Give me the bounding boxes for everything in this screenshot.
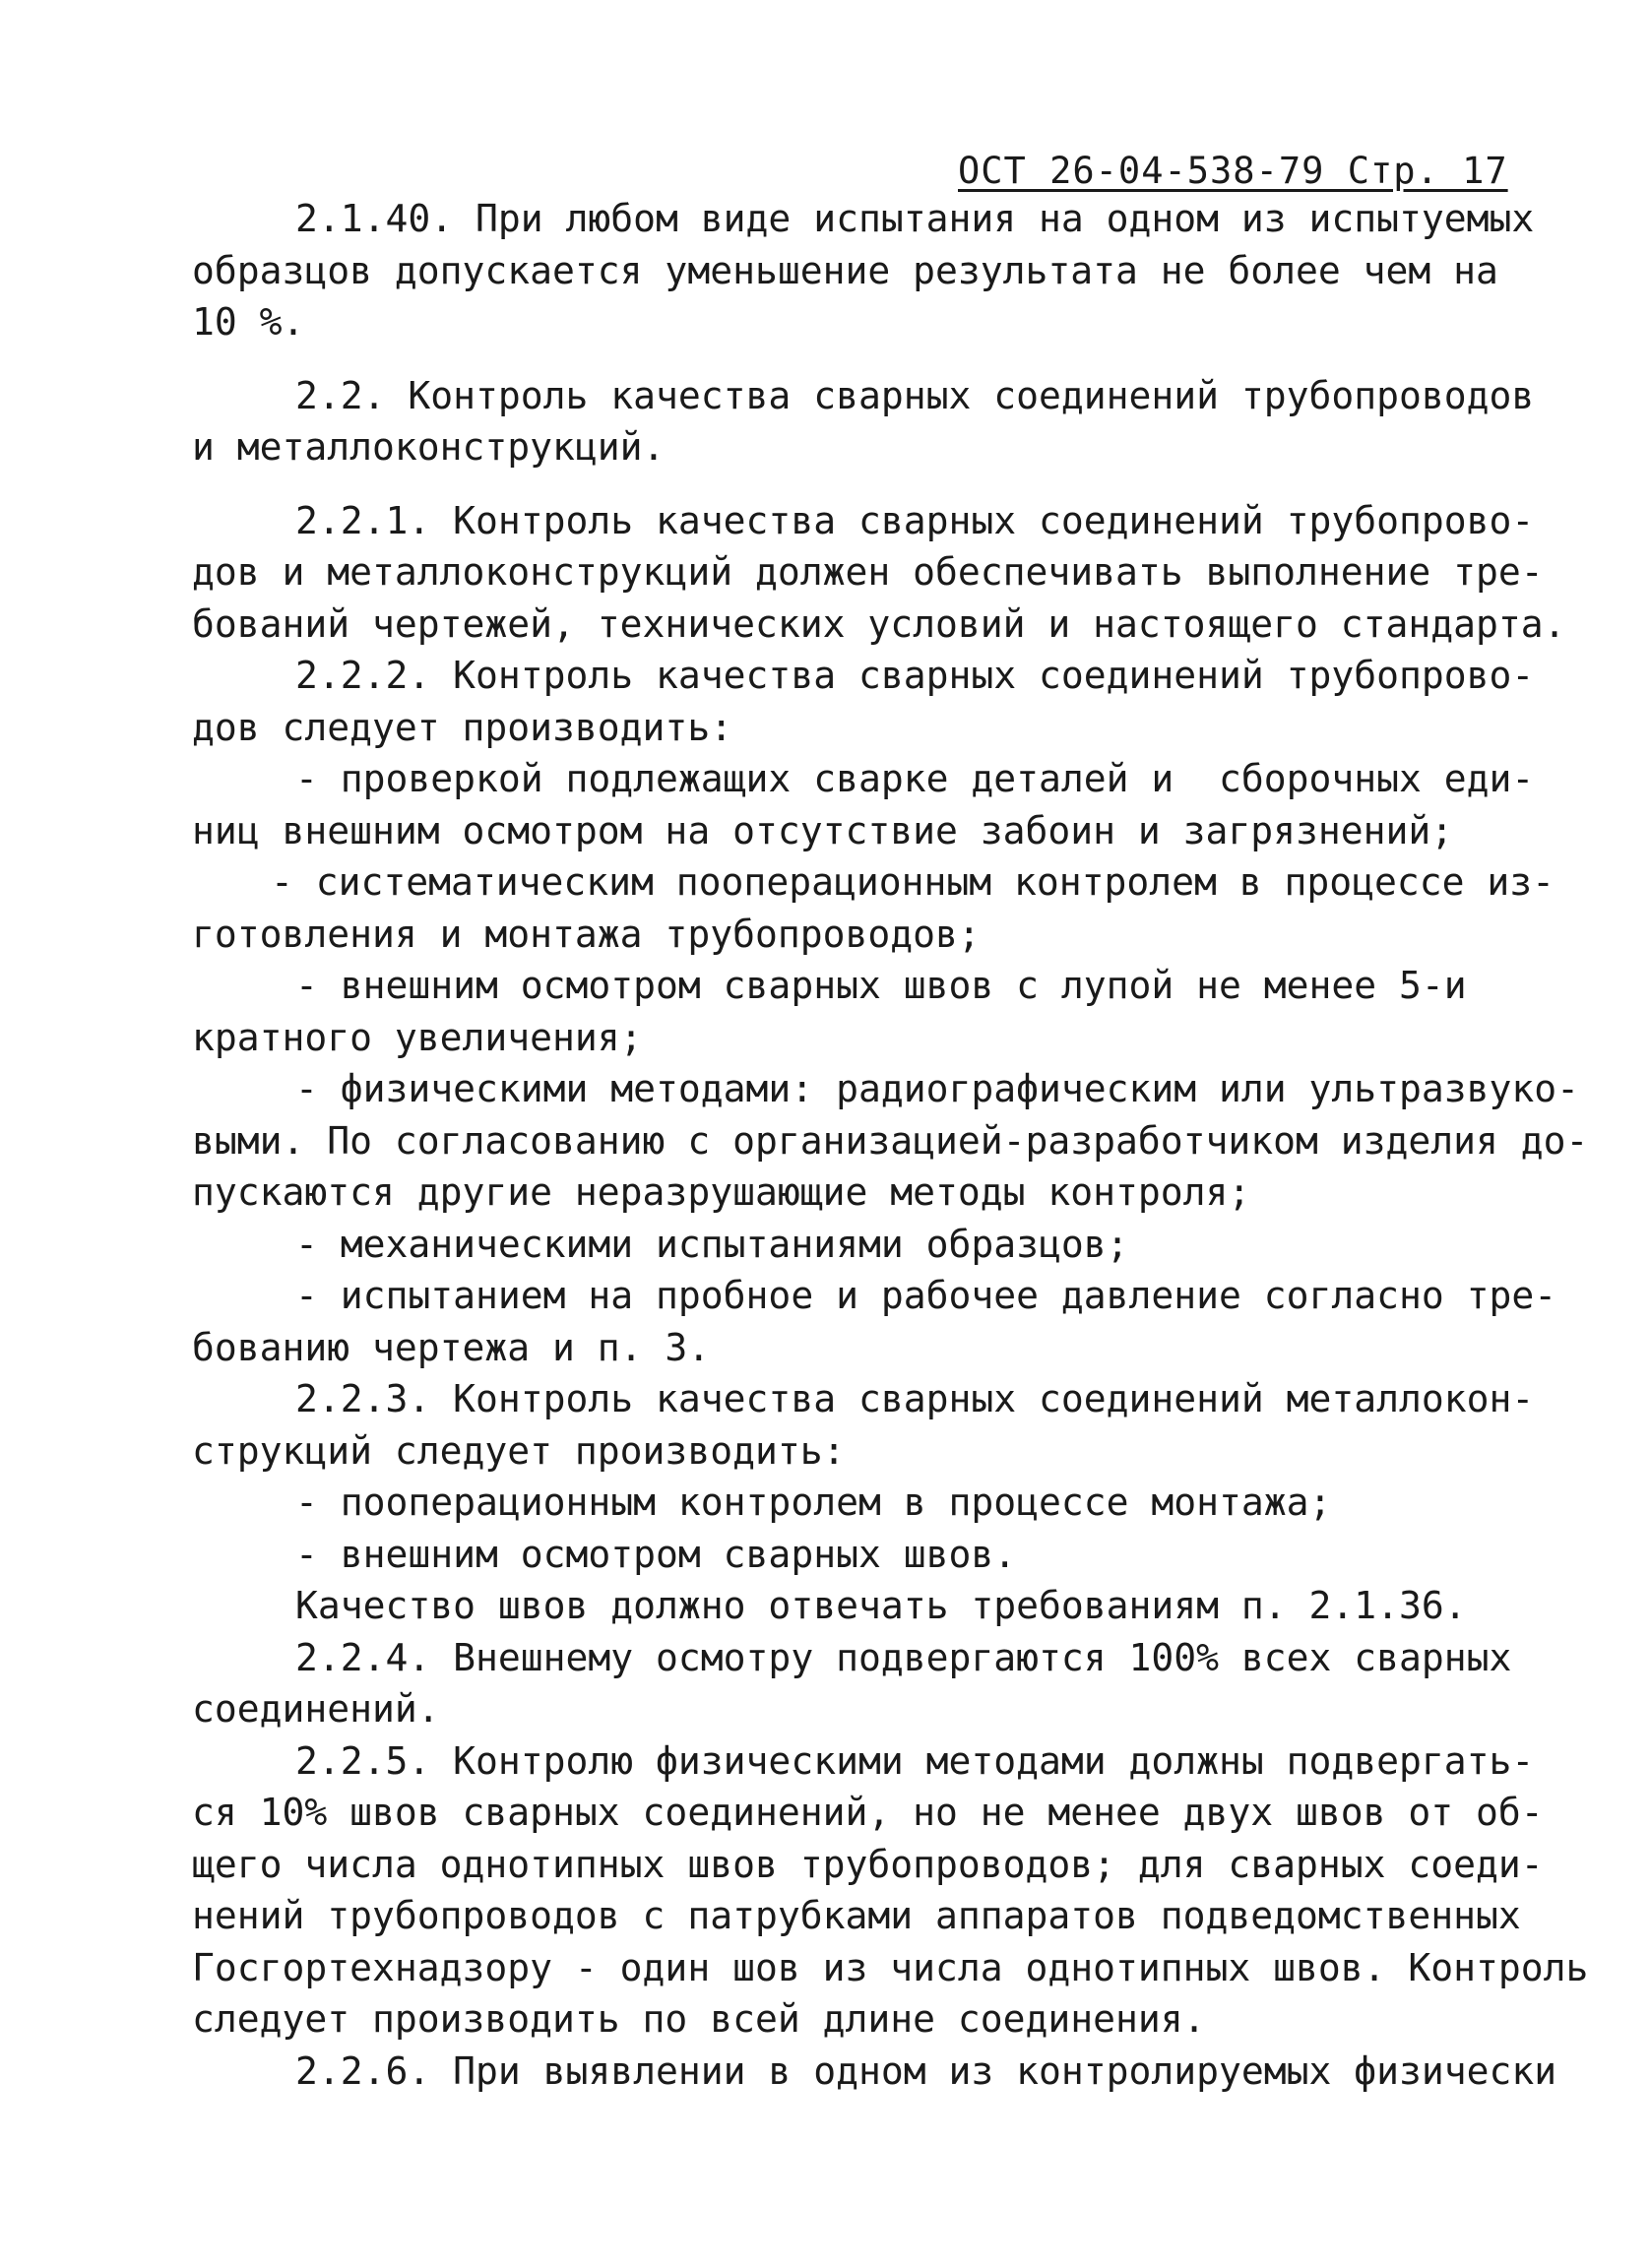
text-line: выми. По согласованию с организацией-разработчиком изделия до- <box>192 1118 1589 1163</box>
text-line: и металлоконструкций. <box>192 425 666 469</box>
text-line: дов и металлоконструкций должен обеспечивать выполнение тре- <box>192 550 1544 594</box>
text-line: струкций следует производить: <box>192 1428 846 1473</box>
text-line: 2.2.4. Внешнему осмотру подвергаются 100% всех сварных <box>295 1635 1512 1679</box>
text-line: Качество швов должно отвечать требованиям п. 2.1.36. <box>295 1584 1467 1627</box>
paragraph-gap <box>192 473 1531 495</box>
text-line: 2.2.2. Контроль качества сварных соединений трубопрово- <box>295 654 1535 697</box>
text-line: пускаются другие неразрушающие методы контроля; <box>192 1170 1251 1214</box>
text-line: - внешним осмотром сварных швов с лупой не менее 5-и <box>295 964 1467 1007</box>
text-line: дов следует производить: <box>192 705 733 749</box>
text-line: ся 10% швов сварных соединений, но не менее двух швов от об- <box>192 1791 1544 1834</box>
text-line: - проверкой подлежащих сварке деталей и сборочных еди- <box>295 757 1535 800</box>
text-line: щего числа однотипных швов трубопроводов; для сварных соеди- <box>192 1842 1544 1886</box>
text-line: нений трубопроводов с патрубками аппаратов подведомственных <box>192 1894 1521 1937</box>
text-line: 2.2.5. Контролю физическими методами должны подвергать- <box>295 1738 1535 1783</box>
text-line: следует производить по всей длине соединения. <box>192 1997 1206 2041</box>
text-line: образцов допускается уменьшение результата не более чем на <box>192 248 1498 292</box>
text-line: бований чертежей, технических условий и настоящего стандарта. <box>192 601 1566 646</box>
document-reference-header: ОСТ 26-04-538-79 Стр. 17 <box>958 150 1508 192</box>
text-line: 2.2.6. При выявлении в одном из контролируемых физически <box>295 2048 1557 2093</box>
text-line: 2.2.1. Контроль качества сварных соединений трубопрово- <box>295 498 1535 542</box>
text-line: 2.2.3. Контроль качества сварных соединений металлокон- <box>295 1377 1535 1420</box>
text-line: 10 %. <box>192 300 305 344</box>
text-line: 2.2. Контроль качества сварных соединений трубопроводов <box>295 373 1535 417</box>
text-line: - механическими испытаниями образцов; <box>295 1222 1129 1266</box>
text-line: ниц внешним осмотром на отсутствие забоин и загрязнений; <box>192 808 1454 852</box>
text-line: 2.1.40. При любом виде испытания на одном из испытуемых <box>295 197 1535 240</box>
text-line: кратного увеличения; <box>192 1015 643 1059</box>
text-line: готовления и монтажа трубопроводов; <box>192 912 981 956</box>
text-line: - внешним осмотром сварных швов. <box>295 1532 1017 1576</box>
document-body <box>192 193 1589 2097</box>
text-line: соединений. <box>192 1687 440 1731</box>
paragraph-gap <box>192 348 1531 370</box>
text-line: Госгортехнадзору - один шов из числа однотипных швов. Контроль <box>192 1945 1589 1989</box>
text-line: - пооперационным контролем в процессе монтажа; <box>295 1480 1332 1524</box>
text-line: - испытанием на пробное и рабочее давление согласно тре- <box>295 1274 1557 1317</box>
text-line: - физическими методами: радиографическим или ультразвуко- <box>295 1067 1580 1110</box>
text-line: бованию чертежа и п. 3. <box>192 1325 711 1369</box>
text-line: - систематическим пооперационным контролем в процессе из- <box>271 860 1555 904</box>
